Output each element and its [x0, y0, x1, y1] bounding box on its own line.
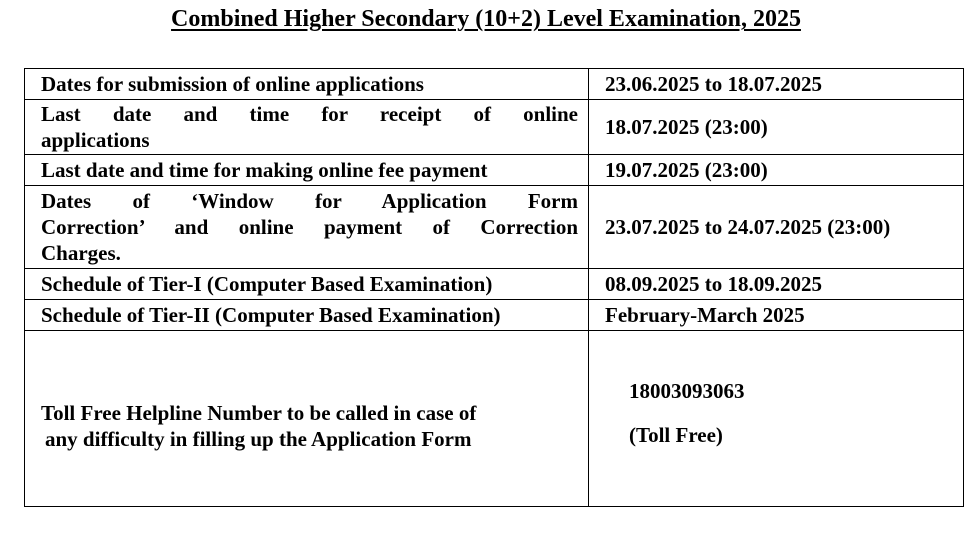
row-label-line: Charges.	[41, 241, 121, 265]
table-row	[25, 300, 964, 331]
table-row	[25, 155, 964, 186]
page-title-text: Combined Higher Secondary (10+2) Level Examination, 2025	[171, 6, 801, 32]
schedule-table	[24, 68, 964, 507]
row-label-receipt-deadline	[25, 100, 589, 155]
row-value-fee-payment: 19.07.2025 (23:00)	[589, 155, 964, 186]
table-row	[25, 331, 964, 507]
row-label-submission-dates: Dates for submission of online applications	[25, 69, 589, 100]
row-label-line: Last date and time for receipt of online	[41, 102, 578, 126]
row-value-submission-dates: 23.06.2025 to 18.07.2025	[589, 69, 964, 100]
table-row	[25, 69, 964, 100]
helpline-label-line: any difficulty in filling up the Application Form	[45, 426, 472, 451]
table-row	[25, 269, 964, 300]
row-label-line: Dates of ‘Window for Application Form	[41, 189, 578, 213]
helpline-value	[589, 331, 964, 507]
row-label-line: applications	[41, 128, 150, 152]
row-label-fee-payment: Last date and time for making online fee payment	[25, 155, 589, 186]
helpline-label	[25, 331, 589, 507]
row-label-tier-2: Schedule of Tier-II (Computer Based Examination)	[25, 300, 589, 331]
row-value-correction-window: 23.07.2025 to 24.07.2025 (23:00)	[589, 186, 964, 269]
row-label-correction-window	[25, 186, 589, 269]
helpline-label-line: Toll Free Helpline Number to be called in case of	[41, 400, 477, 425]
row-value-receipt-deadline: 18.07.2025 (23:00)	[589, 100, 964, 155]
row-label-tier-1: Schedule of Tier-I (Computer Based Examination)	[25, 269, 589, 300]
page-title	[0, 4, 972, 34]
row-value-tier-2: February-March 2025	[589, 300, 964, 331]
table-row	[25, 186, 964, 269]
helpline-number: 18003093063	[629, 378, 745, 403]
helpline-note: (Toll Free)	[629, 422, 723, 447]
table-row	[25, 100, 964, 155]
row-value-tier-1: 08.09.2025 to 18.09.2025	[589, 269, 964, 300]
row-label-line: Correction’ and online payment of Correction	[41, 215, 578, 239]
